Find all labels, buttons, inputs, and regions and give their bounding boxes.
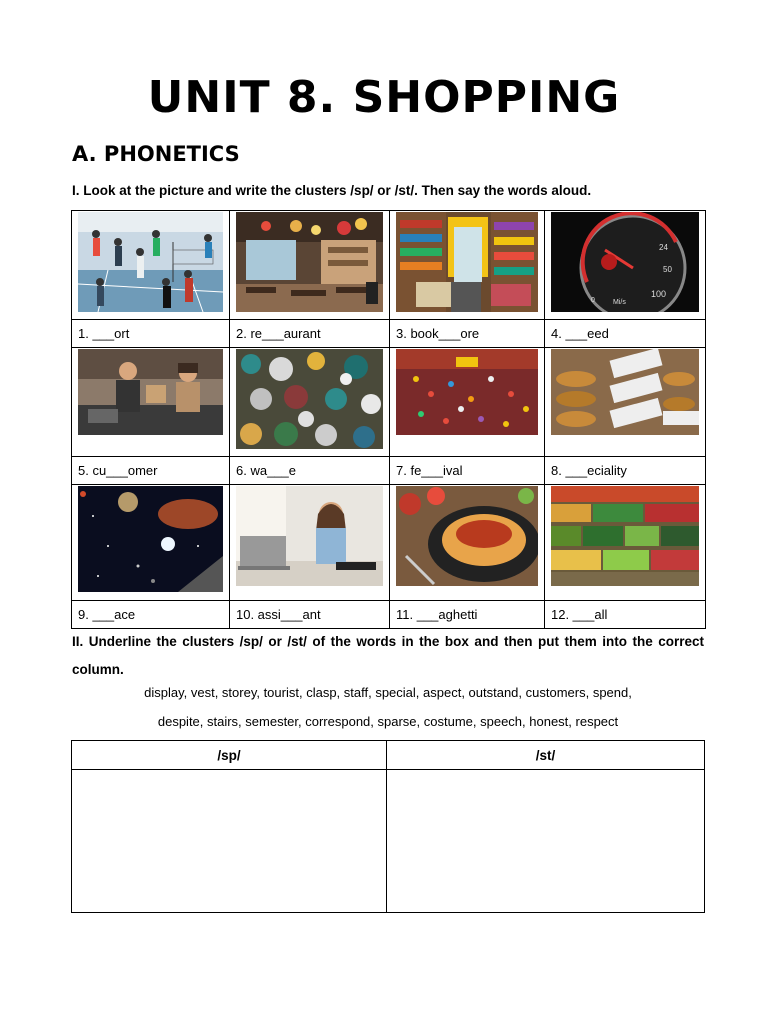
space-picture: [78, 486, 223, 592]
speed-tick-50: 50: [663, 265, 672, 274]
exercise-2-instruction: II. Underline the clusters /sp/ or /st/ of the words in the box and then put them into the correct column.: [72, 634, 704, 677]
item-label: 6. wa___e: [230, 457, 390, 485]
bookstore-picture: [396, 212, 538, 312]
answer-cell-sp[interactable]: [72, 770, 387, 913]
speed-tick-0: 0: [591, 297, 595, 304]
sport-hall-picture: [78, 212, 223, 312]
item-label: 3. book___ore: [390, 320, 545, 348]
item-label: 10. assi___ant: [230, 601, 390, 629]
item-label: 12. ___all: [545, 601, 706, 629]
answer-cell-st[interactable]: [387, 770, 705, 913]
speed-tick-100: 100: [651, 289, 667, 299]
speed-unit: Mi/s: [613, 299, 626, 306]
item-label: 8. ___eciality: [545, 457, 706, 485]
picture-table: [71, 210, 706, 629]
column-header-st: /st/: [387, 741, 705, 770]
word-box-line: display, vest, storey, tourist, clasp, staff, special, aspect, outstand, customers, spend,: [144, 685, 632, 700]
stall-picture: [551, 486, 699, 586]
item-label: 2. re___aurant: [230, 320, 390, 348]
item-label: 5. cu___omer: [72, 457, 230, 485]
spaghetti-picture: [396, 486, 538, 586]
item-label: 1. ___ort: [72, 320, 230, 348]
answer-table: [71, 740, 705, 913]
assistant-picture: [236, 486, 383, 586]
item-label: 4. ___eed: [545, 320, 706, 348]
item-label: 7. fe___ival: [390, 457, 545, 485]
column-header-sp: /sp/: [72, 741, 387, 770]
section-heading: A. PHONETICS: [72, 142, 240, 166]
speciality-picture: [551, 349, 699, 435]
speedometer-picture: [551, 212, 699, 312]
exercise-1-instruction: I. Look at the picture and write the clusters /sp/ or /st/. Then say the words aloud.: [72, 183, 592, 198]
page-title: UNIT 8. SHOPPING: [147, 72, 621, 123]
restaurant-picture: [236, 212, 383, 312]
item-label: 11. ___aghetti: [390, 601, 545, 629]
festival-picture: [396, 349, 538, 435]
speed-tick-24: 24: [659, 243, 668, 252]
waste-picture: [236, 349, 383, 449]
customer-picture: [78, 349, 223, 435]
item-label: 9. ___ace: [72, 601, 230, 629]
word-box-line: despite, stairs, semester, correspond, sparse, costume, speech, honest, respect: [157, 714, 619, 729]
